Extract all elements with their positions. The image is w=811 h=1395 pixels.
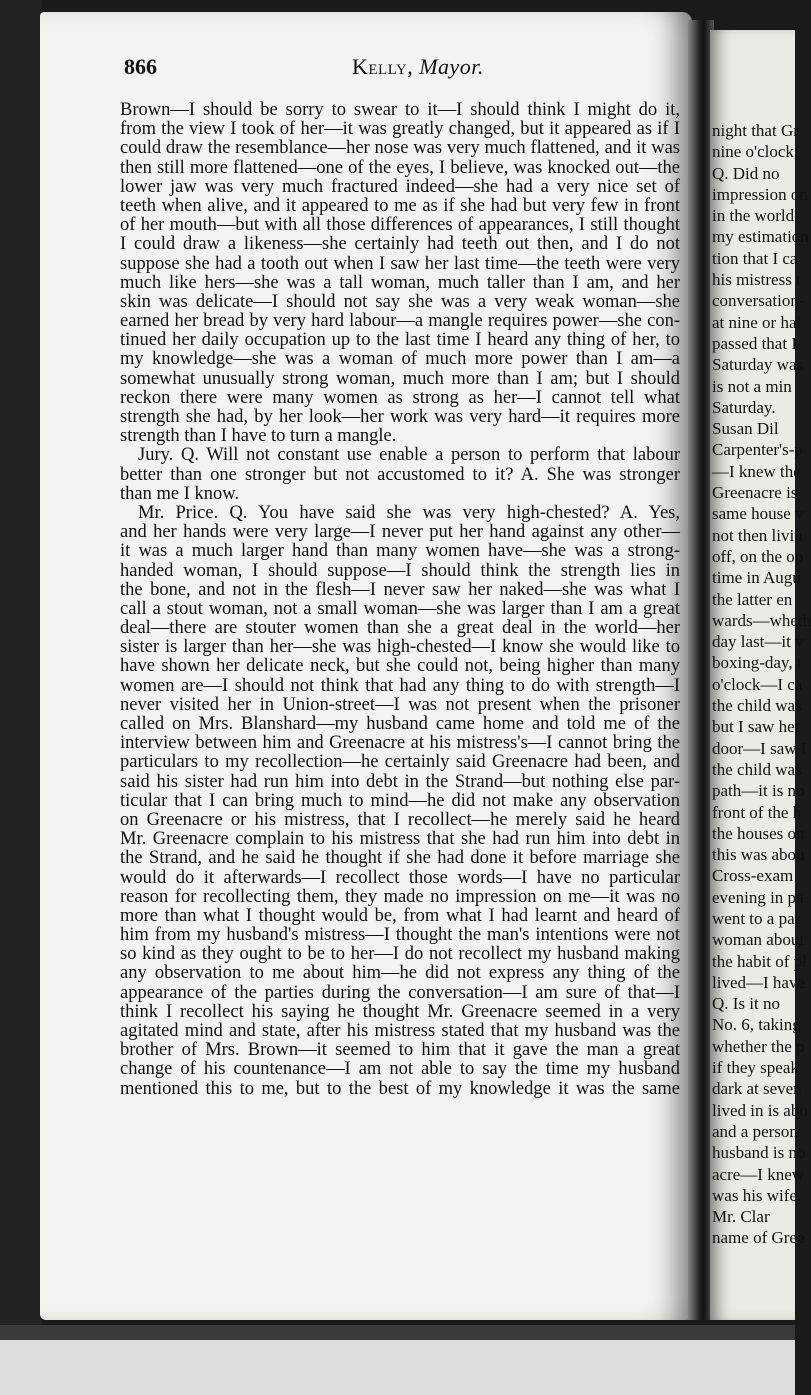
background-surface bbox=[0, 1340, 795, 1395]
right-page-line: passed that I bbox=[712, 333, 797, 353]
text-line: my knowledge—she was a woman of much more power than I am—a bbox=[120, 349, 680, 370]
text-line: earned her bread by very hard labour—a mangle requires power—she con- bbox=[120, 311, 680, 332]
text-line: reason for recollecting them, they made no impression on me—it was no bbox=[120, 886, 680, 907]
text-line: better than one stronger but not accustomed to it? A. She was stronger bbox=[120, 464, 680, 485]
right-page-line: Greenacre is bbox=[712, 483, 798, 503]
right-page-line: in the world- bbox=[712, 206, 800, 226]
right-page-line: name of Gree bbox=[712, 1228, 805, 1248]
text-line: deal—there are stouter women than she a great deal in the world—her bbox=[120, 618, 680, 639]
right-page-line: Q. Is it no bbox=[712, 994, 780, 1014]
right-page-line: this was abou bbox=[712, 845, 805, 865]
text-line: lower jaw was very much fractured indeed—she had a very nice set of bbox=[120, 176, 680, 197]
right-page-line: evening in pa bbox=[712, 887, 804, 907]
right-page-line: same house v bbox=[712, 504, 804, 524]
right-page-line: husband is no bbox=[712, 1143, 806, 1163]
right-page-line: impression on bbox=[712, 184, 808, 204]
text-line: Jury. Q. Will not constant use enable a person to perform that labour bbox=[138, 445, 680, 466]
right-page-line: Mr. Clar bbox=[712, 1207, 770, 1227]
right-page-line: night that Gr bbox=[712, 121, 799, 140]
right-page-line: the houses on bbox=[712, 823, 805, 843]
text-line: change of his countenance—I am not able to say the time my husband bbox=[120, 1059, 680, 1080]
text-line: on Greenacre or his mistress, that I recollect—he merely said he heard bbox=[120, 809, 680, 830]
right-page-line: conversation- bbox=[712, 291, 805, 311]
right-page-line: the child was bbox=[712, 759, 802, 779]
text-line: tinued her daily occupation up to the last time I heard any thing of her, to bbox=[120, 330, 680, 351]
text-line: would do it afterwards—I recollect those words—I have no particular bbox=[120, 867, 680, 888]
text-line: skin was delicate—I should not say she was a very weak woman—she bbox=[120, 291, 680, 312]
text-line: any observation to me about him—he did not express any thing of the bbox=[120, 963, 680, 984]
text-line: never visited her in Union-street—I was not present when the prisoner bbox=[120, 694, 680, 715]
text-line: strength she had, by her look—her work was very hard—it requires more bbox=[120, 407, 680, 427]
body-text bbox=[120, 101, 680, 1099]
text-line: much like hers—she was a tall woman, much taller than I am, and her bbox=[120, 272, 680, 293]
text-line: strength than I have to turn a mangle. bbox=[120, 426, 397, 447]
text-line: than me I know. bbox=[120, 483, 240, 504]
text-line: sister is larger than her—she was high-chested—I know she would like to bbox=[120, 637, 680, 658]
text-line: particulars to my recollection—he certainly said Greenacre had been, and bbox=[120, 752, 680, 773]
text-line: interview between him and Greenacre at his mistress's—I cannot bring the bbox=[120, 733, 680, 754]
right-page-line: not then livin bbox=[712, 525, 803, 545]
text-line: teeth when alive, and it appeared to me as if she had but very few in front bbox=[120, 195, 680, 216]
right-page-line: and a person bbox=[712, 1121, 798, 1141]
text-line: somewhat unusually strong woman, much more than I am; but I should bbox=[120, 368, 680, 389]
text-line: of her mouth—but with all those differences of appearances, I still thought bbox=[120, 215, 680, 236]
text-line: and her hands were very large—I never put her hand against any other— bbox=[120, 522, 680, 543]
right-page-line: at nine or hal bbox=[712, 312, 802, 332]
text-line: Mr. Price. Q. You have said she was very high-chested? A. Yes, bbox=[138, 502, 680, 523]
right-page-line: was his wife. bbox=[712, 1185, 802, 1205]
right-page-line: but I saw her bbox=[712, 717, 801, 737]
right-page-line: lived in is abo bbox=[712, 1100, 808, 1120]
text-line: agitated mind and state, after his mistress stated that my husband was the bbox=[120, 1021, 680, 1041]
right-page-line: off, on the op bbox=[712, 546, 804, 566]
right-page-line: wards—wheth bbox=[712, 610, 811, 630]
text-line: it was a much larger hand than many women have—she was a strong- bbox=[120, 541, 680, 562]
right-page-line: Q. Did no bbox=[712, 163, 780, 183]
text-line: Mr. Greenacre complain to his mistress that she had run him into debt in bbox=[120, 829, 680, 850]
text-line: have shown her delicate neck, but she could not, being higher than many bbox=[120, 656, 680, 677]
running-head-title: Mayor. bbox=[419, 54, 484, 79]
right-page-line: if they speak bbox=[712, 1058, 799, 1078]
right-page-line: my estimation bbox=[712, 227, 809, 247]
right-page-line: is not a min bbox=[712, 376, 792, 396]
text-line: the bone, and not in the flesh—I never saw her naked—she was what I bbox=[120, 579, 680, 600]
right-page-line: boxing-day, t bbox=[712, 653, 802, 673]
text-line: from the view I took of her—it was greatly changed, but it appeared as if I bbox=[120, 119, 680, 140]
right-page-line: Saturday. bbox=[712, 397, 776, 417]
text-line: think I recollect his saying he thought Mr. Greenacre seemed in a very bbox=[120, 1001, 680, 1022]
text-line: reckon there were many women as strong as her—I cannot tell what bbox=[120, 387, 680, 408]
page-header bbox=[124, 54, 664, 84]
text-line: said his sister had run him into debt in the Strand—but nothing else par- bbox=[120, 771, 680, 792]
text-line: ticular that I can bring much to mind—he did not make any observation bbox=[120, 790, 680, 811]
right-page-line: his mistress t bbox=[712, 270, 801, 290]
right-page-line: door—I saw I bbox=[712, 738, 807, 758]
text-line: then still more flattened—one of the eyes, I believe, was knocked out—the bbox=[120, 157, 680, 178]
right-page-line: nine o'clock, bbox=[712, 142, 799, 162]
right-page bbox=[710, 30, 811, 1320]
right-page-line: Susan Dil bbox=[712, 419, 779, 439]
right-page-line: went to a par bbox=[712, 908, 801, 928]
right-page-line: woman about bbox=[712, 930, 805, 950]
book-edge-left bbox=[0, 0, 42, 1330]
text-line: mentioned this to me, but to the best of my knowledge it was the same bbox=[120, 1078, 680, 1099]
text-line: Brown—I should be sorry to swear to it—I should think I might do it, bbox=[120, 100, 680, 120]
right-page-line: the latter en bbox=[712, 589, 793, 609]
right-page-line: No. 6, taking bbox=[712, 1015, 801, 1035]
text-line: women are—I should not think that had any thing to do with strength—I bbox=[120, 675, 680, 696]
running-head-name: Kelly, bbox=[352, 54, 414, 79]
right-page-line: the habit of pl bbox=[712, 951, 807, 971]
text-line: suppose she had a tooth out when I saw her last time—the teeth were very bbox=[120, 253, 680, 274]
right-page-line: path—it is no bbox=[712, 781, 805, 801]
right-page-line: dark at seven bbox=[712, 1079, 802, 1099]
right-page-line: Cross-exam bbox=[712, 866, 794, 886]
right-page-line: the child was bbox=[712, 696, 802, 716]
text-line: call a stout woman, not a small woman—she was larger than I am a great bbox=[120, 598, 680, 619]
right-page-line: lived—I have bbox=[712, 972, 805, 992]
right-page-line: o'clock—I ca bbox=[712, 674, 803, 694]
text-line: handed woman, I should suppose—I should think the strength lies in bbox=[120, 560, 680, 581]
right-page-line: front of the h bbox=[712, 802, 802, 822]
right-page-line: —I knew the bbox=[712, 461, 801, 481]
right-page-line: Saturday was bbox=[712, 355, 804, 375]
text-line: so kind as they ought to be to her—I do not recollect my husband making bbox=[120, 944, 680, 965]
text-line: the Strand, and he said he thought if she had done it before marriage she bbox=[120, 848, 680, 869]
right-page-line: acre—I knew bbox=[712, 1164, 805, 1184]
text-line: brother of Mrs. Brown—it seemed to him that it gave the man a great bbox=[120, 1040, 680, 1061]
right-page-line: whether the p bbox=[712, 1036, 805, 1056]
text-line: called on Mrs. Blanshard—my husband came home and told me of the bbox=[120, 714, 680, 734]
right-page-line: tion that I ca bbox=[712, 248, 798, 268]
text-line: I could draw a likeness—she certainly had teeth out then, and I do not bbox=[120, 234, 680, 255]
right-page-text bbox=[712, 121, 811, 1251]
right-page-line: day last—it v bbox=[712, 632, 804, 652]
text-line: appearance of the parties during the conversation—I am sure of that—I bbox=[120, 982, 680, 1003]
running-head bbox=[352, 54, 484, 80]
right-page-line: time in Augu bbox=[712, 568, 801, 588]
text-line: him from my husband's mistress—I thought the man's intentions were not bbox=[120, 925, 680, 946]
text-line: could draw the resemblance—her nose was very much flattened, and it was bbox=[120, 138, 680, 159]
right-page-line: Carpenter's-p bbox=[712, 440, 803, 460]
page-number: 866 bbox=[124, 54, 157, 79]
text-line: more than what I thought would be, from what I had learnt and heard of bbox=[120, 905, 680, 926]
